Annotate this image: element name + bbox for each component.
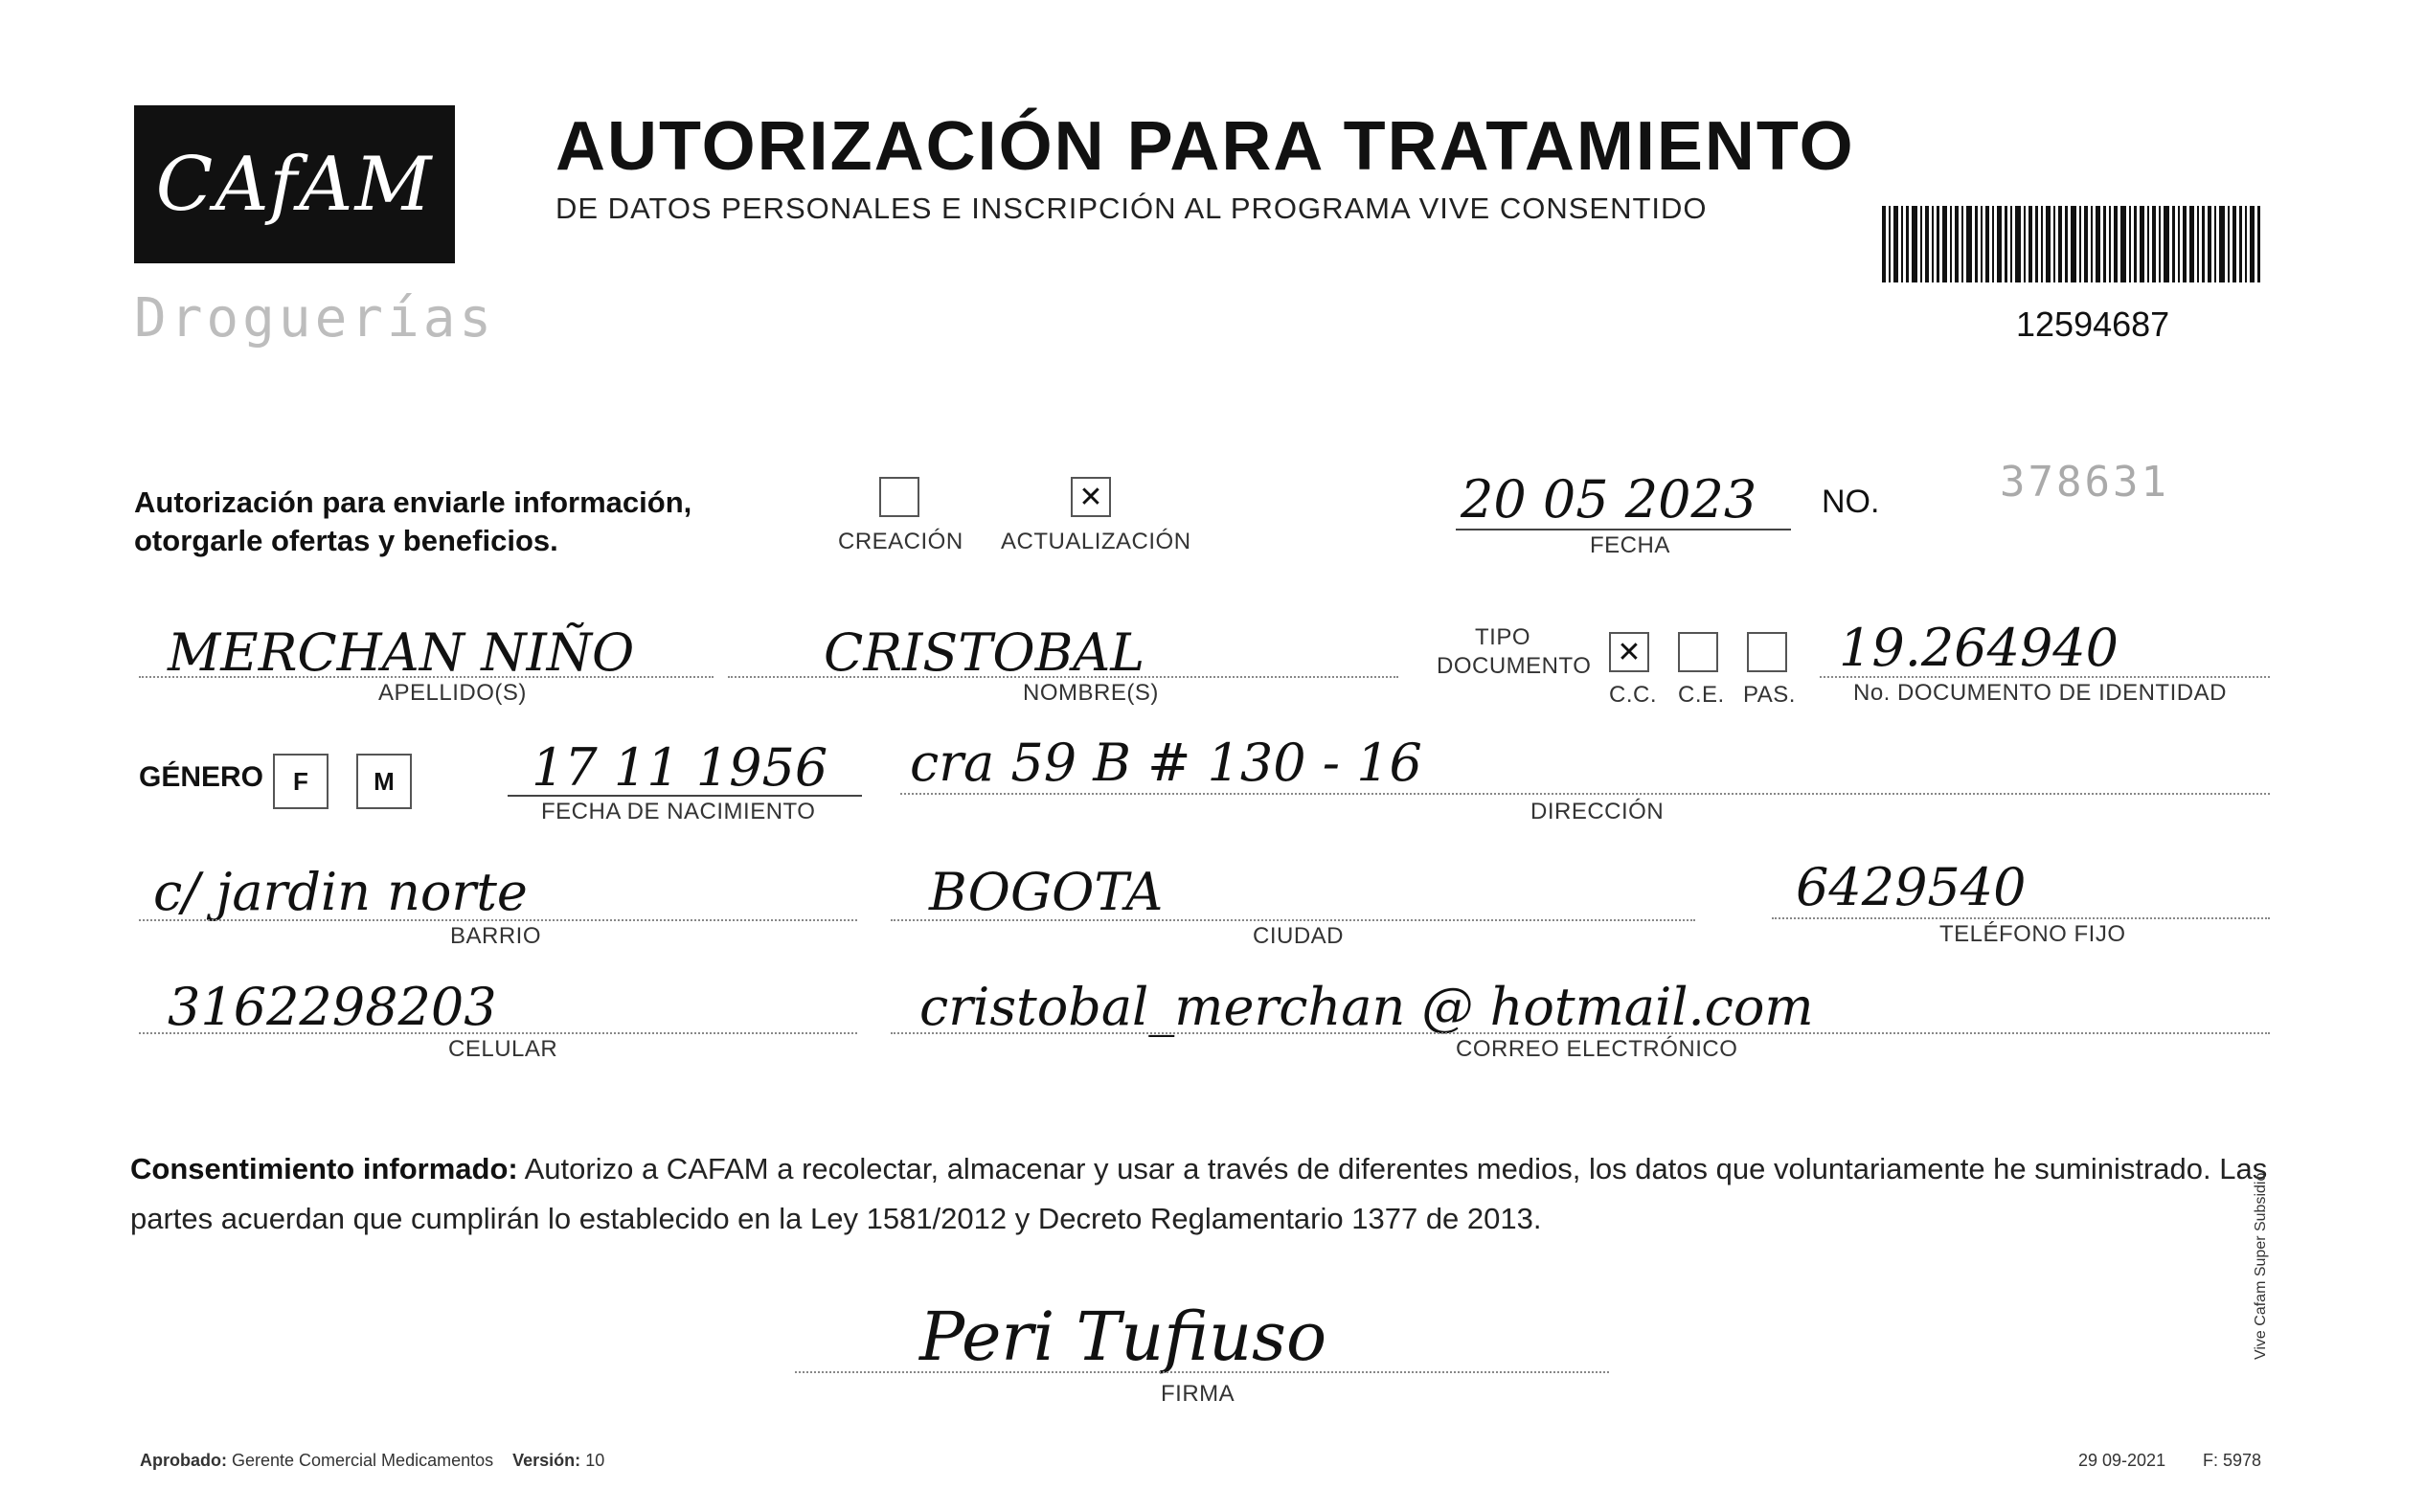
- creation-checkbox[interactable]: [879, 477, 919, 517]
- signature-value[interactable]: Peri Tufiuso: [919, 1298, 1327, 1376]
- consent-text: [130, 1144, 2276, 1244]
- name-value[interactable]: CRISTOBAL: [824, 622, 1145, 683]
- barrio-label: BARRIO: [450, 923, 542, 949]
- doc-number-line: [1820, 676, 2270, 678]
- document-subtitle: DE DATOS PERSONALES E INSCRIPCIÓN AL PROGRAMA VIVE CONSENTIDO: [555, 192, 1708, 225]
- cell-label: CELULAR: [448, 1036, 558, 1062]
- city-value[interactable]: BOGOTA: [929, 862, 1164, 922]
- gender-label: GÉNERO: [139, 761, 264, 793]
- birth-line: [508, 795, 862, 797]
- phone-line: [1772, 917, 2270, 919]
- footer-date: 29 09-2021: [2078, 1451, 2166, 1470]
- barcode-icon: [1882, 206, 2265, 287]
- surname-value[interactable]: MERCHAN NIÑO: [168, 622, 635, 683]
- name-label: NOMBRE(S): [1023, 680, 1159, 706]
- doc-number-label: No. DOCUMENTO DE IDENTIDAD: [1853, 680, 2227, 706]
- date-label: FECHA: [1590, 532, 1670, 558]
- cc-checkbox[interactable]: ✕: [1609, 632, 1649, 672]
- doc-type-label-1: TIPO: [1475, 624, 1531, 650]
- name-line: [728, 676, 1398, 678]
- side-text: Vive Cafam Super Subsidio: [2253, 1172, 2269, 1360]
- date-value[interactable]: 20 05 2023: [1461, 469, 1757, 530]
- barrio-value[interactable]: c/ jardin norte: [153, 862, 528, 922]
- pas-checkbox[interactable]: [1747, 632, 1787, 672]
- logo-subtitle: Droguerías: [134, 287, 496, 350]
- footer-code: F: 5978: [2203, 1451, 2262, 1470]
- cell-value[interactable]: 3162298203: [168, 977, 497, 1037]
- signature-label: FIRMA: [1161, 1381, 1235, 1407]
- city-line: [891, 919, 1695, 921]
- ce-checkbox[interactable]: [1678, 632, 1718, 672]
- address-value[interactable]: cra 59 B # 130 - 16: [910, 733, 1422, 793]
- phone-value[interactable]: 6429540: [1796, 857, 2027, 917]
- cc-label: C.C.: [1609, 682, 1657, 708]
- footer-approved: Aprobado: Gerente Comercial Medicamentos Versión: 10: [140, 1451, 605, 1470]
- email-line: [891, 1032, 2270, 1034]
- document-title: AUTORIZACIÓN PARA TRATAMIENTO: [555, 108, 1855, 185]
- doc-type-label-2: DOCUMENTO: [1437, 653, 1592, 679]
- consent-body: Autorizo a CAFAM a recolectar, almacenar y usar a través de diferentes medios, los datos que voluntariamente he suministrado. Las partes acuerdan que cumplirán lo establecido en la Ley 1581/2012 y Decreto Reglamentario 1377 de 2013.: [130, 1152, 2268, 1235]
- authorization-text: Autorización para enviarle información, otorgarle ofertas y beneficios.: [134, 485, 692, 557]
- address-line: [900, 793, 2270, 795]
- city-label: CIUDAD: [1253, 923, 1345, 949]
- address-label: DIRECCIÓN: [1530, 799, 1665, 824]
- phone-label: TELÉFONO FIJO: [1939, 921, 2126, 947]
- gender-m-checkbox[interactable]: M: [356, 754, 412, 809]
- surname-line: [139, 676, 714, 678]
- email-label: CORREO ELECTRÓNICO: [1456, 1036, 1738, 1062]
- date-line: [1456, 529, 1791, 530]
- consent-bold: Consentimiento informado:: [130, 1152, 518, 1185]
- ce-label: C.E.: [1678, 682, 1725, 708]
- birth-label: FECHA DE NACIMIENTO: [541, 799, 816, 824]
- surname-label: APELLIDO(S): [378, 680, 527, 706]
- form-number: 378631: [2000, 458, 2169, 507]
- update-label: ACTUALIZACIÓN: [1001, 529, 1191, 554]
- cafam-logo: [134, 105, 455, 263]
- pas-label: PAS.: [1743, 682, 1796, 708]
- logo-text: CAfAM: [155, 141, 434, 228]
- birth-value[interactable]: 17 11 1956: [532, 737, 828, 798]
- doc-number-value[interactable]: 19.264940: [1839, 618, 2119, 678]
- barrio-line: [139, 919, 857, 921]
- number-label: NO.: [1822, 484, 1880, 520]
- update-checkbox[interactable]: ✕: [1071, 477, 1111, 517]
- email-value[interactable]: cristobal_merchan @ hotmail.com: [919, 977, 1814, 1037]
- cell-line: [139, 1032, 857, 1034]
- gender-f-checkbox[interactable]: F: [273, 754, 329, 809]
- signature-line: [795, 1371, 1609, 1373]
- creation-label: CREACIÓN: [838, 529, 963, 554]
- barcode-number: 12594687: [2016, 305, 2170, 344]
